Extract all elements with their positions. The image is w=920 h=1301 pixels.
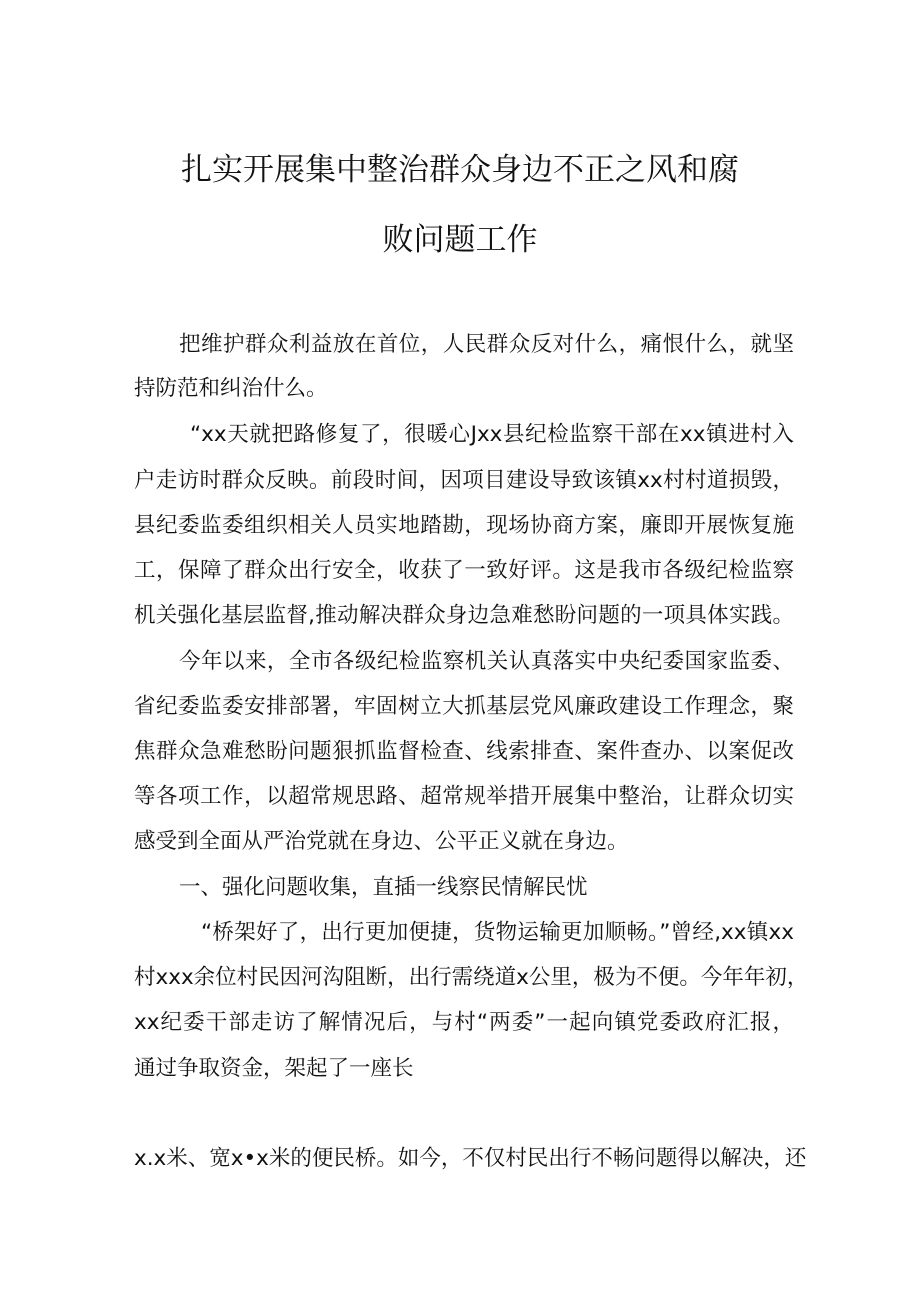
body-line: 把维护群众利益放在首位，人民群众反对什么，痛恨什么，就坚 (179, 332, 794, 357)
body-line: 焦群众急难愁盼问题狠抓监督检查、线索排查、案件查办、以案促改 (134, 739, 794, 764)
body-line: “桥架好了，出行更加便捷，货物运输更加顺畅。”曾经,xx镇xx (201, 920, 794, 945)
body-line: 感受到全面从严治党就在身边、公平正义就在身边。 (134, 829, 629, 854)
body-line: “xx天就把路修复了，很暖心Jxx县纪检监察干部在xx镇进村入 (190, 422, 794, 447)
body-line: 村xxx余位村民因河沟阻断，出行需绕道x公里，极为不便。今年年初， (134, 965, 809, 990)
body-line: xx纪委干部走访了解情况后，与村“两委”一起向镇党委政府汇报， (134, 1010, 794, 1035)
body-line: 省纪委监委安排部署，牢固树立大抓基层党风廉政建设工作理念，聚 (134, 694, 794, 719)
section-heading: 一、强化问题收集，直插一线察民情解民忧 (179, 875, 588, 900)
body-line: 等各项工作，以超常规思路、超常规举措开展集中整治，让群众切实 (134, 784, 794, 809)
body-line: 工，保障了群众出行安全，收获了一致好评。这是我市各级纪检监察 (134, 558, 794, 583)
document-title-line-1: 扎实开展集中整治群众身边不正之风和腐 (181, 152, 739, 188)
body-line: 县纪委监委组织相关人员实地踏勘，现场协商方案，廉即开展恢复施 (134, 513, 794, 538)
body-line: 通过争取资金，架起了一座长 (134, 1056, 414, 1081)
body-line: 今年以来，全市各级纪检监察机关认真落实中央纪委国家监委、 (179, 649, 794, 674)
body-line: 户走访时群众反映。前段时间，因项目建设导致该镇xx村村道损毁， (134, 468, 794, 493)
body-line: x.x米、宽x•x米的便民桥。如今，不仅村民出行不畅问题得以解决，还 (134, 1146, 807, 1171)
document-title-line-2: 败问题工作 (382, 222, 538, 258)
body-line: 持防范和纠治什么。 (134, 376, 328, 401)
body-line: 机关强化基层监督,推动解决群众身边急难愁盼问题的一项具体实践。 (134, 603, 794, 628)
